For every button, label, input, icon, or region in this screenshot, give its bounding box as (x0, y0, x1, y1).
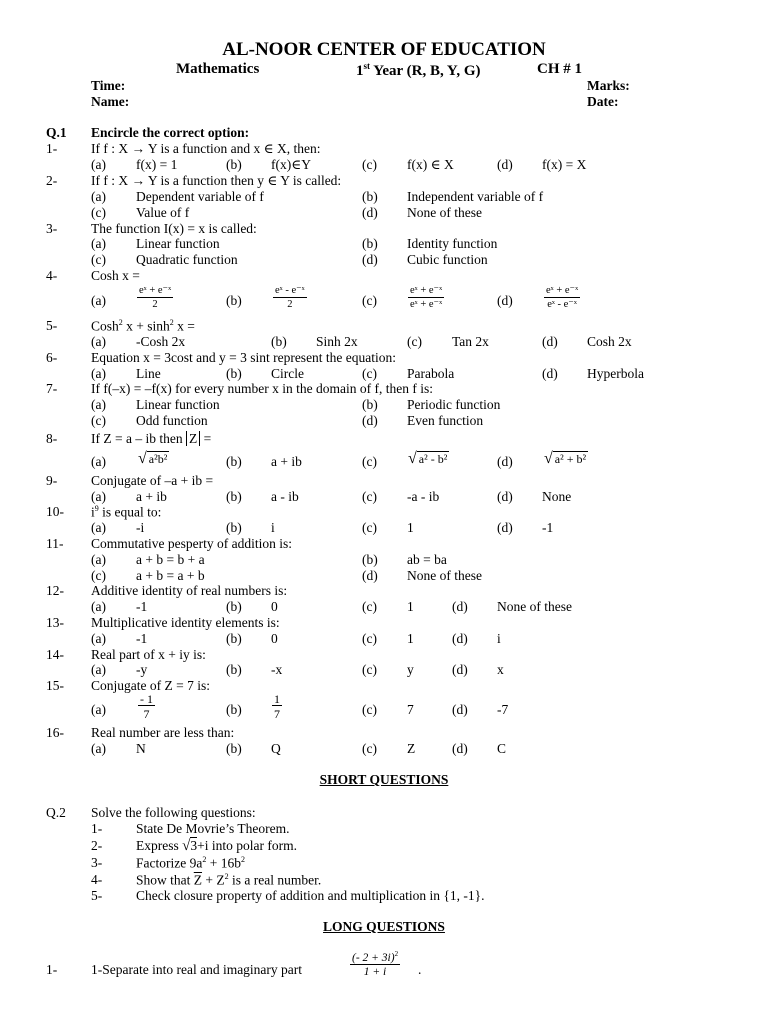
option-c-radical: √ a² - b² (408, 450, 448, 467)
option-c: y (407, 662, 414, 677)
option-a-radical: √ a²b² (138, 450, 168, 467)
option-c: 1 (407, 599, 414, 614)
option-a: -y (136, 662, 148, 677)
time-label: Time: (91, 78, 126, 93)
option-label-b: (b) (226, 293, 242, 308)
option-label-d: (d) (362, 252, 378, 267)
option-label-b: (b) (226, 631, 242, 646)
option-a: N (136, 741, 146, 756)
option-label-a: (a) (91, 662, 106, 677)
q1-number: Q.1 (46, 125, 67, 140)
option-d-radical: √ a² + b² (544, 450, 587, 467)
option-label-d: (d) (452, 599, 468, 614)
question-text: Equation x = 3cost and y = 3 sint represent the equation: (91, 350, 397, 365)
question-text: If f : X → Y is a function and x ∈ X, then: (91, 141, 321, 156)
question-number: 4- (46, 268, 58, 283)
question-text: Conjugate of Z = 7 is: (91, 678, 210, 693)
option-label-c: (c) (91, 252, 106, 267)
option-label-c: (c) (362, 520, 377, 535)
option-b: i (271, 520, 275, 535)
question-text: If f(–x) = –f(x) for every number x in the domain of f, then f is: (91, 381, 434, 396)
option-a: Linear function (136, 397, 220, 412)
date-label: Date: (587, 94, 619, 109)
option-label-b: (b) (226, 366, 242, 381)
question-text: Real number are less than: (91, 725, 235, 740)
option-label-b: (b) (226, 454, 242, 469)
option-label-b: (b) (362, 189, 378, 204)
question-number: 8- (46, 431, 58, 446)
option-label-a: (a) (91, 489, 106, 504)
option-label-a: (a) (91, 293, 106, 308)
option-label-d: (d) (497, 454, 513, 469)
question-number: 6- (46, 350, 58, 365)
name-label: Name: (91, 94, 130, 109)
option-label-a: (a) (91, 397, 106, 412)
short-question-number: 4- (91, 872, 103, 887)
option-label-d: (d) (362, 568, 378, 583)
short-question-number: 1- (91, 821, 103, 836)
option-label-c: (c) (91, 205, 106, 220)
option-c: 1 (407, 631, 414, 646)
option-c: 1 (407, 520, 414, 535)
option-b: a + ib (271, 454, 302, 469)
question-number: 1- (46, 141, 58, 156)
option-label-b: (b) (226, 702, 242, 717)
option-c: Z (407, 741, 416, 756)
option-b-fraction: $\frac{1}{7}$ (274, 692, 280, 721)
option-b: Sinh 2x (316, 334, 358, 349)
option-c: Odd function (136, 413, 208, 428)
q2-instruction: Solve the following questions: (91, 805, 256, 820)
option-d: Cosh 2x (587, 334, 632, 349)
option-label-c: (c) (91, 568, 106, 583)
option-label-d: (d) (542, 334, 558, 349)
long-question-number: 1- (46, 962, 58, 977)
option-b: Periodic function (407, 397, 501, 412)
option-label-b: (b) (226, 520, 242, 535)
option-label-a: (a) (91, 157, 106, 172)
option-label-c: (c) (362, 366, 377, 381)
short-question-number: 2- (91, 838, 103, 853)
long-question-end: . (418, 962, 422, 977)
option-d: Cubic function (407, 252, 488, 267)
question-number: 2- (46, 173, 58, 188)
option-d: Even function (407, 413, 484, 428)
option-a: -1 (136, 599, 148, 614)
option-label-c: (c) (362, 489, 377, 504)
option-d: f(x) = X (542, 157, 587, 172)
option-label-a: (a) (91, 236, 106, 251)
question-number: 16- (46, 725, 64, 740)
q1-instruction: Encircle the correct option: (91, 125, 250, 140)
option-b: Circle (271, 366, 304, 381)
option-b: Independent variable of f (407, 189, 544, 204)
option-label-b: (b) (226, 741, 242, 756)
option-c: f(x) ∈ X (407, 157, 454, 172)
option-a-fraction: $\frac{\text{eˣ + e⁻ˣ}}{2}$ (139, 285, 172, 310)
option-d: -7 (497, 702, 509, 717)
question-text: If f : X → Y is a function then y ∈ Y is called: (91, 173, 342, 188)
option-a: Dependent variable of f (136, 189, 264, 204)
question-text: Real part of x + iy is: (91, 647, 206, 662)
option-label-d: (d) (362, 413, 378, 428)
short-question-text: Show that $\overline{Z} + Z^2$ is a real number. (136, 872, 322, 888)
option-label-d: (d) (452, 631, 468, 646)
question-number: 15- (46, 678, 64, 693)
question-number: 12- (46, 583, 64, 598)
question-text: Cosh x = (91, 268, 140, 283)
option-label-c: (c) (362, 631, 377, 646)
option-c: Parabola (407, 366, 455, 381)
question-text: Multiplicative identity elements is: (91, 615, 280, 630)
option-a: Linear function (136, 236, 220, 251)
option-label-a: (a) (91, 741, 106, 756)
option-c: Quadratic function (136, 252, 238, 267)
option-label-a: (a) (91, 189, 106, 204)
q2-number: Q.2 (46, 805, 66, 820)
option-a-fraction: $\frac{- 1}{7}$ (140, 692, 153, 721)
long-question-text: 1-Separate into real and imaginary part (91, 962, 303, 977)
marks-label: Marks: (587, 78, 630, 93)
subject-label: Mathematics (176, 61, 260, 77)
question-number: 7- (46, 381, 58, 396)
option-label-b: (b) (362, 236, 378, 251)
option-a: -i (136, 520, 145, 535)
option-c: Value of f (136, 205, 190, 220)
option-b: Q (271, 741, 281, 756)
option-label-a: (a) (91, 631, 106, 646)
option-label-c: (c) (362, 702, 377, 717)
long-question-fraction: $\frac{(- 2 + 3i)^2}{1 + i}$ (352, 950, 399, 979)
question-text: The function I(x) = x is called: (91, 221, 257, 236)
chapter-label: CH # 1 (537, 61, 582, 77)
year-label: 1st Year (R, B, Y, G) (356, 61, 481, 79)
option-b-fraction: $\frac{\text{eˣ - e⁻ˣ}}{2}$ (275, 285, 305, 310)
option-c: 7 (407, 702, 414, 717)
question-text: Commutative pesperty of addition is: (91, 536, 292, 551)
question-number: 11- (46, 536, 64, 551)
option-b: a - ib (271, 489, 299, 504)
option-a: f(x) = 1 (136, 157, 178, 172)
option-c: Tan 2x (452, 334, 489, 349)
short-questions-heading: SHORT QUESTIONS (319, 772, 449, 787)
option-label-d: (d) (452, 741, 468, 756)
short-question-text: Check closure property of addition and multiplication in {1, -1}. (136, 888, 485, 903)
option-a: -1 (136, 631, 148, 646)
question-text: Conjugate of –a + ib = (91, 473, 214, 488)
question-text: Cosh$^2$ $x + \sinh^2 x$ = (91, 318, 195, 334)
option-label-d: (d) (497, 489, 513, 504)
option-b: 0 (271, 631, 278, 646)
option-c: -a - ib (407, 489, 440, 504)
question-number: 5- (46, 318, 58, 333)
option-label-b: (b) (226, 662, 242, 677)
option-label-c: (c) (362, 741, 377, 756)
short-question-number: 3- (91, 855, 103, 870)
option-c: a + b = a + b (136, 568, 205, 583)
question-number: 14- (46, 647, 64, 662)
option-label-c: (c) (362, 599, 377, 614)
option-label-a: (a) (91, 599, 106, 614)
option-label-c: (c) (362, 662, 377, 677)
question-text: If Z = a – ib then Z = (91, 431, 212, 446)
question-number: 10- (46, 504, 64, 519)
option-b: ab = ba (407, 552, 447, 567)
option-label-d: (d) (362, 205, 378, 220)
option-a: -Cosh 2x (136, 334, 186, 349)
short-question-text: State De Movrie’s Theorem. (136, 821, 290, 836)
option-d: C (497, 741, 507, 756)
question-number: 9- (46, 473, 58, 488)
option-label-c: (c) (407, 334, 422, 349)
option-label-c: (c) (362, 454, 377, 469)
option-d: x (497, 662, 504, 677)
option-d: i (497, 631, 501, 646)
option-d-fraction: $\frac{\text{eˣ + e⁻ˣ}}{\text{eˣ - e⁻ˣ}}$ (546, 285, 579, 310)
option-label-b: (b) (362, 552, 378, 567)
option-b: Identity function (407, 236, 498, 251)
short-question-text: Factorize $9a^2 + 16b^2$ (136, 855, 245, 871)
option-d: -1 (542, 520, 554, 535)
question-text: Additive identity of real numbers is: (91, 583, 288, 598)
page-title: AL-NOOR CENTER OF EDUCATION (222, 39, 546, 60)
option-c-fraction: $\frac{\text{eˣ + e⁻ˣ}}{\text{eˣ + e⁻ˣ}}$ (410, 285, 443, 310)
option-d: None (542, 489, 572, 504)
option-d: None of these (497, 599, 572, 614)
option-label-b: (b) (226, 489, 242, 504)
option-label-c: (c) (362, 293, 377, 308)
option-a: a + ib (136, 489, 167, 504)
option-label-d: (d) (497, 520, 513, 535)
option-label-b: (b) (362, 397, 378, 412)
question-text: $i^9$ is equal to: (91, 504, 162, 520)
option-label-d: (d) (542, 366, 558, 381)
option-b: f(x)∈Y (271, 157, 311, 172)
option-a: Line (136, 366, 161, 381)
option-label-c: (c) (362, 157, 377, 172)
option-label-c: (c) (91, 413, 106, 428)
option-label-a: (a) (91, 366, 106, 381)
option-label-d: (d) (497, 157, 513, 172)
option-b: -x (271, 662, 283, 677)
option-label-a: (a) (91, 552, 106, 567)
option-label-b: (b) (226, 157, 242, 172)
option-label-a: (a) (91, 454, 106, 469)
option-label-a: (a) (91, 334, 106, 349)
option-d: None of these (407, 568, 482, 583)
short-question-text: Express √3+i into polar form. (136, 838, 297, 854)
option-label-a: (a) (91, 702, 106, 717)
option-d: None of these (407, 205, 482, 220)
option-a: a + b = b + a (136, 552, 205, 567)
long-questions-heading: LONG QUESTIONS (323, 919, 445, 934)
question-number: 3- (46, 221, 58, 236)
option-label-b: (b) (226, 599, 242, 614)
option-label-a: (a) (91, 520, 106, 535)
option-label-d: (d) (452, 662, 468, 677)
option-b: 0 (271, 599, 278, 614)
option-d: Hyperbola (587, 366, 644, 381)
option-label-b: (b) (271, 334, 287, 349)
option-label-d: (d) (452, 702, 468, 717)
question-number: 13- (46, 615, 64, 630)
option-label-d: (d) (497, 293, 513, 308)
short-question-number: 5- (91, 888, 103, 903)
